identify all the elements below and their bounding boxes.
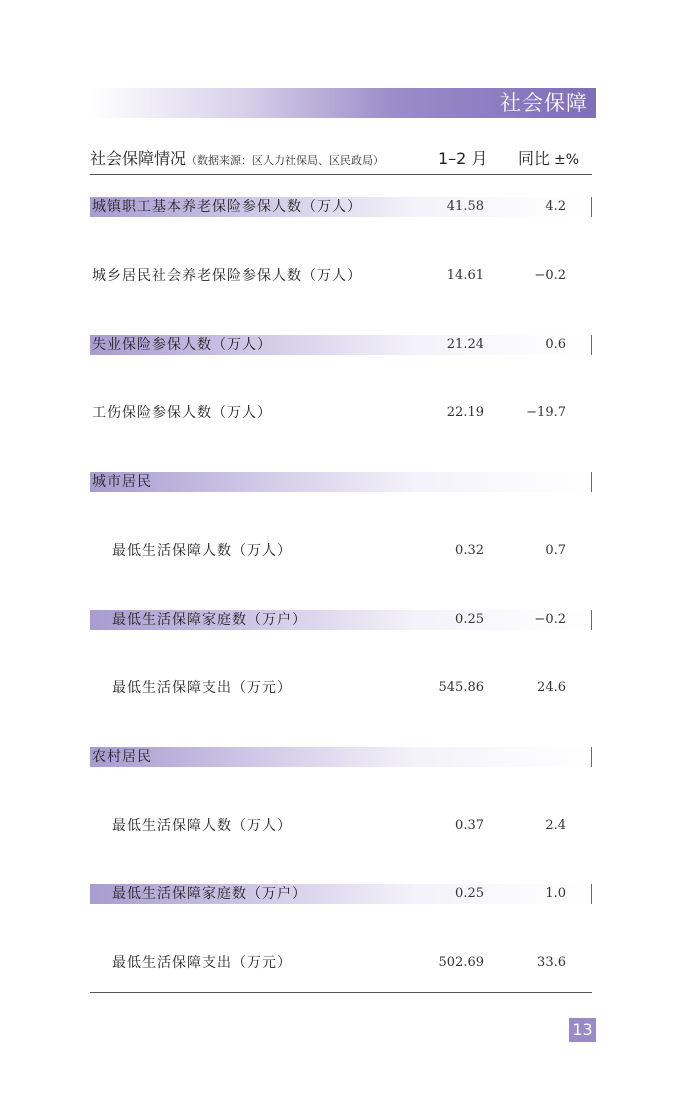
table-header <box>90 146 592 172</box>
row-value: 14.61 <box>446 268 484 283</box>
row-value: 21.24 <box>446 337 484 352</box>
row-yoy: −19.7 <box>526 405 566 420</box>
row-end-bar <box>591 747 592 767</box>
section-title: 社会保障 <box>500 91 588 115</box>
table-title <box>90 146 384 169</box>
row-label: 最低生活保障人数（万人） <box>112 543 292 559</box>
row-label: 城乡居民社会养老保险参保人数（万人） <box>92 268 362 284</box>
page-number: 13 <box>569 1018 596 1042</box>
row-label: 最低生活保障支出（万元） <box>112 955 292 971</box>
table-row <box>90 197 592 217</box>
row-label: 最低生活保障支出（万元） <box>112 680 292 696</box>
period-header: 1–2 月 <box>438 149 488 168</box>
row-yoy: −0.2 <box>534 268 566 283</box>
row-yoy: 4.2 <box>545 199 566 214</box>
row-yoy: 24.6 <box>537 680 566 695</box>
table-row <box>90 541 592 561</box>
row-value: 502.69 <box>438 955 484 970</box>
table-row <box>90 953 592 973</box>
row-end-bar <box>591 335 592 355</box>
row-label: 失业保险参保人数（万人） <box>92 337 272 353</box>
row-yoy: 2.4 <box>545 818 566 833</box>
row-value: 0.32 <box>455 543 484 558</box>
row-yoy: 0.6 <box>545 337 566 352</box>
yoy-label: 同比 <box>518 149 551 168</box>
table-row <box>90 678 592 698</box>
row-end-bar <box>591 197 592 217</box>
row-value: 0.25 <box>455 886 484 901</box>
row-label: 工伤保险参保人数（万人） <box>92 405 272 421</box>
table-row <box>90 335 592 355</box>
row-yoy: 0.7 <box>545 543 566 558</box>
table-row <box>90 266 592 286</box>
row-yoy: 33.6 <box>537 955 566 970</box>
row-label: 城镇职工基本养老保险参保人数（万人） <box>92 199 362 215</box>
row-yoy: −0.2 <box>534 612 566 627</box>
yoy-unit: ±% <box>554 152 580 168</box>
table-title-text: 社会保障情况 <box>90 149 187 168</box>
group-heading-rural: 农村居民 <box>92 749 152 765</box>
row-label: 最低生活保障人数（万人） <box>112 818 292 834</box>
table-bottom-rule <box>90 992 592 993</box>
table-row <box>90 816 592 836</box>
row-end-bar <box>591 472 592 492</box>
row-value: 22.19 <box>446 405 484 420</box>
row-yoy: 1.0 <box>545 886 566 901</box>
table-row <box>90 403 592 423</box>
row-value: 0.37 <box>455 818 484 833</box>
row-label: 最低生活保障家庭数（万户） <box>112 886 307 902</box>
header-rule <box>90 174 592 175</box>
section-banner <box>90 88 596 118</box>
row-value: 41.58 <box>446 199 484 214</box>
group-heading-row <box>90 747 592 767</box>
table-row <box>90 610 592 630</box>
row-value: 0.25 <box>455 612 484 627</box>
table-row <box>90 884 592 904</box>
group-heading-row <box>90 472 592 492</box>
row-end-bar <box>591 884 592 904</box>
data-source: （数据来源：区人力社保局、区民政局） <box>186 154 385 167</box>
yoy-header <box>518 146 579 169</box>
row-label: 最低生活保障家庭数（万户） <box>112 612 307 628</box>
group-heading-urban: 城市居民 <box>92 474 152 490</box>
row-value: 545.86 <box>438 680 484 695</box>
row-end-bar <box>591 610 592 630</box>
